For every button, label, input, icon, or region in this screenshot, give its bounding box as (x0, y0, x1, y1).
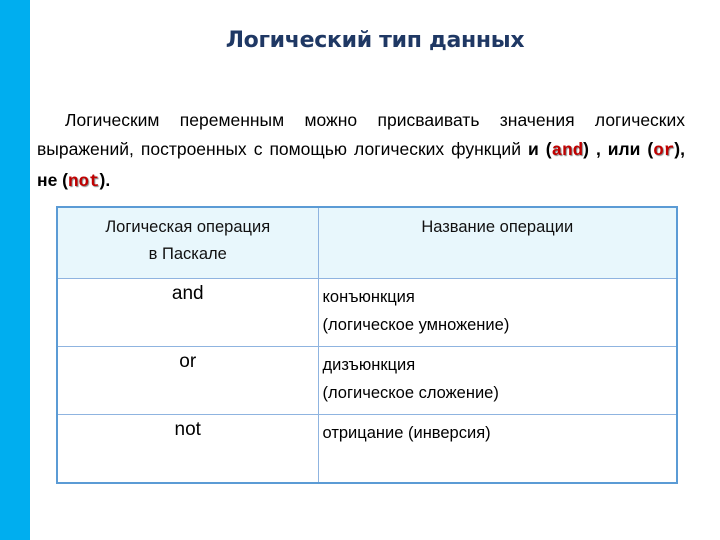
name-line1: конъюнкция (322, 288, 415, 306)
keyword-and: and (551, 141, 584, 161)
name-cell (318, 347, 677, 415)
header-operation-line1: Логическая операция (105, 218, 271, 236)
header-name: Название операции (318, 207, 677, 279)
name-line1: дизъюнкция (322, 356, 416, 374)
slide-title: Логический тип данных (225, 28, 525, 53)
op-or: or (57, 347, 318, 415)
table-row (57, 347, 677, 415)
keyword-not: not (68, 172, 100, 192)
and-prefix: и ( (528, 139, 552, 159)
table-row (57, 415, 677, 484)
paragraph-text: Логическим переменным можно присваивать значения логических выражений, построенных с помощью логических функций (37, 110, 685, 159)
name-line1: отрицание (инверсия) (322, 424, 491, 442)
and-suffix: ) , или ( (583, 139, 654, 159)
name-cell (318, 415, 677, 484)
op-and: and (57, 279, 318, 347)
or-suffix: ), не ( (37, 139, 685, 190)
not-suffix: ). (99, 170, 111, 190)
name-line2: (логическое умножение) (322, 316, 510, 334)
table-row (57, 279, 677, 347)
keyword-or: or (653, 141, 675, 161)
table-header-row (57, 207, 677, 279)
intro-paragraph (37, 106, 685, 197)
operations-table (56, 206, 678, 484)
side-accent-bar (0, 0, 30, 540)
op-not: not (57, 415, 318, 484)
header-operation-line2: в Паскале (148, 245, 227, 263)
header-operation (57, 207, 318, 279)
name-cell (318, 279, 677, 347)
name-line2: (логическое сложение) (322, 384, 499, 402)
